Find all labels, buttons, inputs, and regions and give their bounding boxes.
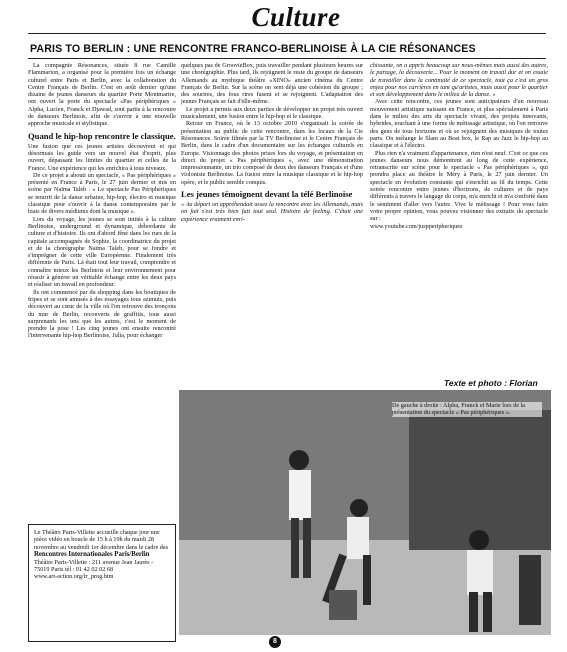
info-box: [28, 524, 176, 642]
column-2: [181, 62, 363, 374]
paragraph: Retour en France, où le 13 octobre 2010 s'organisait la soirée de présentation au public de cette rencontre, dans les locaux de la Cie Résonances. Soirée filmée par la TV Berlinoise et le Centre Français de Berlin, dans le cadre d'un documentaire sur les échanges culturels en Europe. Visionnage des photos prises lors du voyage, et présentation en direct du projet « Pas périphériques », avec une démonstration impressionnante, un trio composé de deux des danseurs Français et d'une violoniste Berlinoise. La fusion entre la musique classique et le hip-hop opère, et le public semble conquis.: [181, 120, 363, 186]
paragraph: Plus rien n'a vraiment d'appartenance, rien n'est neuf. C'est ce que ces jeunes danseurs nous démontrent au long de cette expérience, retranscrite sur scène pour le spectacle « Pas périphériques », qui prendra place au théâtre le Méry à Paris, le 27 juin dernier. Un spectacle en évolution constante qui s'enrichit au fil du temps. Cette soirée rencontre entre jeunes d'horizons, de cultures et de pays différents à travers le langage du corps, m'a enrichi et m'a conforté dans le sentiment d'aller vers l'autre. Vive le métissage ! Pour vous faire votre propre opinion, vous pouvez visionner des extraits du spectacle sur :: [370, 149, 548, 223]
top-rule: [28, 33, 546, 34]
dance-photo: [179, 390, 551, 635]
quote-paragraph: [370, 62, 548, 98]
intro-paragraph: La compagnie Résonances, située 8 rue Camille Flammarion, a organisé pour la première fois un échange culturel entre Paris et Berlin, avec la collaboration du Centre Français de Berlin. C'est en août dernier qu'une dizaine de jeunes danseurs du quartier Porte Montmartre, ont ouvert la porte du spectacle «Pas périphériques » Alpha, Lucien, Franck et Djawad, sont partis à la rencontre de danseurs Berlinois, afin de s'ouvrir à une nouvelle approche musicale et stylistique.: [28, 62, 176, 128]
paragraph: Le projet a permis aux deux parties de développer un projet très ouvert musicalement, une fusion entre le hip-hop et le classique.: [181, 105, 363, 121]
quote-paragraph: [181, 201, 363, 223]
info-url[interactable]: www.art-action.org/fr_prog.htm: [34, 573, 114, 581]
paragraph: De ce projet a abouti un spectacle, « Pas périphériques » présenté en France à Paris, le 27 juin dernier et mis en scène par Naïma Taleb : « Le spectacle Pas Périphériques se nourrit de la danse urbaine, hip-hop, électro et musique classique pour s'ouvrir à la danse contemporaine par le biais de divers médiums dont la musique ».: [28, 171, 176, 216]
paragraph: Ils ont commencé par du shopping dans les boutiques de fripes et se sont amusés à des essayages tous azimuts, puis découvert au cœur de la ville où l'on retrouve des tronçons du mur de Berlin, recouverts de graffitis, tous aussi surprenants les uns que les autres, c'est le moment de prendre la pose ! Les cinq jeunes ont ensuite rencontré l'intervenante hip-hop Berlinoise, Julia, pour échanger: [28, 288, 176, 340]
subhead-testimony: Les jeunes témoignent devant la télé Berlinoise: [181, 189, 353, 200]
paragraph: Avec cette rencontre, ces jeunes sont anticipateurs d'un nouveau mouvement artistique naissant en France, et plus spécialement à Paris dans le milieu des arts du spectacle vivant, des projets innovants, hybrides, touchant à une forme de métissage artistique, où l'on retrouve des gens de tous horizons et où se rejoignent des musiques de toutes parts. On mélange le Slam au Beat box, le Rap au Jazz le hip-hop au classique et à l'électro.: [370, 98, 548, 150]
paragraph: quelques pas de GroovieBox, puis travailler pendant plusieurs heures sur une chorégraphie. Plus tard, ils rejoignent le reste du groupe de danseurs Allemands au mythique théâtre «XINO» ancien cinéma du Centre Français de Berlin. Sur la scène on sent déjà une cohésion du groupe ; des sourires, des fous rires fusent et se rejoignent. L'adaptation des jeunes Français se fait d'elle-même.: [181, 62, 363, 106]
article-headline: PARIS TO BERLIN : UNE RENCONTRE FRANCO-BERLINOISE À LA CIE RÉSONANCES: [30, 43, 476, 55]
youtube-link[interactable]: www.youtube.com/juspperipheriques: [370, 222, 463, 230]
subhead-hiphop: Quand le hip-hop rencontre le classique.: [28, 130, 176, 141]
dancers-illustration: [179, 390, 551, 635]
column-3: [370, 62, 548, 374]
photo-credit: Texte et photo : Florian: [444, 378, 538, 388]
quote-text: « Au départ on appréhendait assez la rencontre avec les Allemands, mais on fait s'est très bien fait tout seul. Histoire de feeling. C'était une expérience vraiment enri-: [181, 201, 363, 223]
info-text: Le Théâtre Paris-Villette accueille chaque jour une pièce vidéo en boucle de 15 h à 19h du mardi 28 novembre au vendredi 1er décembre dans le cadre des: [34, 529, 168, 551]
quote-text: chissante, on a appris beaucoup sur nous-mêmes mais aussi des autres, le partage, la découverte... Pour le moment on travail dur et on essaie de travailler dans la continuité de ce spectacle, tout ça c'est un gros enjeu pour nos carrières en tant qu'artistes, mais aussi pour le quartier et son développement dans le milieu de la danse. »: [370, 62, 548, 99]
paragraph: Une fusion que ces jeunes artistes découvrent et qui désormais les guide vers un nouvel état d'esprit, plus ouvert, dépassant les limites du quartier et celles de la France. Une expérience qui les enrichira à tous niveaux.: [28, 142, 176, 172]
headline-rule: [28, 58, 546, 59]
photo-caption: De gauche à droite : Alpha, Franck et Marie lors de la présentation du spectacle « Pas périphériques ».: [392, 402, 542, 417]
page-number: 8: [269, 636, 281, 648]
info-address: Théâtre Paris-Villette : 211 avenue Jean Jaurès - 75019 Paris tél : 01 42 02 02 68: [34, 558, 154, 574]
section-title: Culture: [251, 2, 341, 32]
info-organization: Rencontres Internationales Paris/Berlin: [34, 551, 150, 559]
paragraph: Lors du voyage, les jeunes se sont initiés à la culture Berlinoise, underground et dynamique, débordante de culture et d'histoire. Ils ont d'abord fêné dans les rues de la capitale accompagnés de Sophie, la coordinatrice du projet et de la chorégraphe Naïma Taleb, pour se fondre et s'imprégner de cette ville Européenne. Finalement très différente de Paris. Là était tout leur travail, comprendre et connaître mieux les Berlinois et leur environnement pour réussir à générer un véritable échange entre les deux pays et réaliser un travail en profondeur.: [28, 215, 176, 289]
column-1: [28, 62, 176, 520]
